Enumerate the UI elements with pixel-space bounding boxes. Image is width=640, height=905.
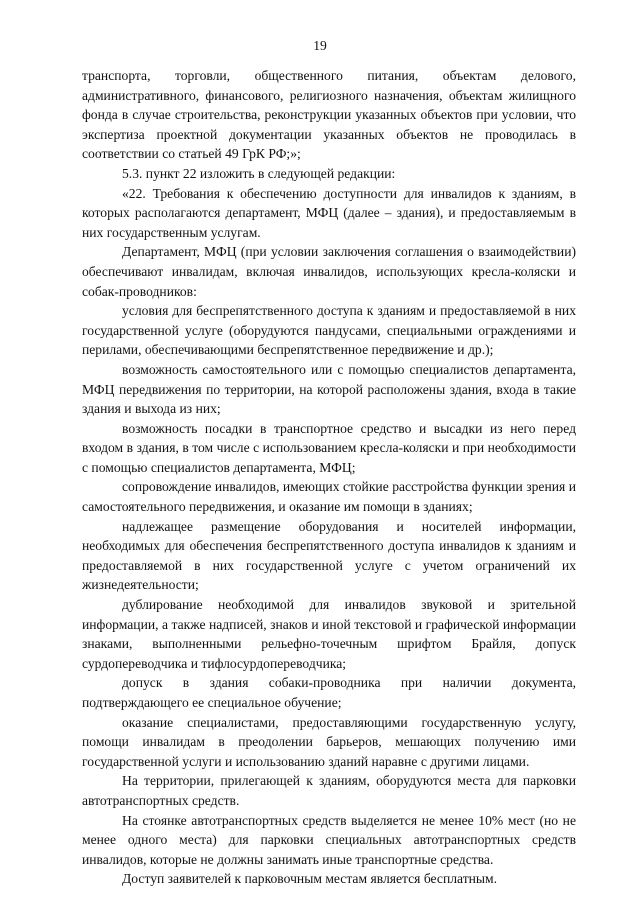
paragraph: надлежащее размещение оборудования и носителей информации, необходимых для обеспечения беспрепятственного доступа инвалидов к зданиям и предоставляемой в них государственной услуге с учетом ограничений их жизнедеятельности; — [82, 518, 576, 593]
paragraph: Доступ заявителей к парковочным местам является бесплатным. — [122, 871, 498, 887]
paragraph: транспорта, торговли, общественного питания, объектам делового, административного, финансового, религиозного назначения, объектам жилищного фонда в случае строительства, реконструкции указанных объектов при условии, что экспертиза проектной документации указанных объектов не проводилась в соответствии со статьей 49 ГрК РФ;»; — [82, 68, 576, 162]
paragraph: сопровождение инвалидов, имеющих стойкие расстройства функции зрения и самостоятельного передвижения, и оказание им помощи в зданиях; — [82, 479, 576, 515]
page-number: 19 — [313, 38, 327, 53]
paragraph: оказание специалистами, предоставляющими государственную услугу, помощи инвалидам в преодолении барьеров, мешающих получению ими государственной услуги и использованию зданий наравне с другими лицами. — [82, 714, 576, 769]
paragraph: 5.3. пункт 22 изложить в следующей редакции: — [122, 165, 396, 181]
paragraph: возможность посадки в транспортное средство и высадки из него перед входом в здания, в том числе с использованием кресла-коляски и при необходимости с помощью специалистов департамента, МФЦ; — [82, 420, 576, 475]
paragraph: дублирование необходимой для инвалидов звуковой и зрительной информации, а также надписей, знаков и иной текстовой и графической информации знаками, выполненными рельефно-точечным шрифтом Брайля, допуск сурдопереводчика и тифлосурдопереводчика; — [82, 597, 576, 671]
paragraph: допуск в здания собаки-проводника при наличии документа, подтверждающего ее специальное обучение; — [82, 675, 576, 710]
document-body — [82, 66, 576, 889]
paragraph: возможность самостоятельного или с помощью специалистов департамента, МФЦ передвижения по территории, на которой расположены здания, входа в такие здания и выхода из них; — [82, 361, 576, 417]
paragraph: На стоянке автотранспортных средств выделяется не менее 10% мест (но не менее одного места) для парковки специальных автотранспортных средств инвалидов, которые не должны занимать иные транспортные средства. — [82, 812, 576, 867]
paragraph: «22. Требования к обеспечению доступности для инвалидов к зданиям, в которых располагаются департамент, МФЦ (далее – здания), и предоставляемым в них государственным услугам. — [82, 185, 576, 240]
paragraph: условия для беспрепятственного доступа к зданиям и предоставляемой в них государственной услуге (оборудуются пандусами, специальными ограждениями и перилами, обеспечивающими беспрепятственное передвижение и др.); — [82, 303, 576, 358]
paragraph: На территории, прилегающей к зданиям, оборудуются места для парковки автотранспортных средств. — [82, 773, 576, 808]
paragraph: Департамент, МФЦ (при условии заключения соглашения о взаимодействии) обеспечивают инвалидам, включая инвалидов, использующих кресла-коляски и собак-проводников: — [82, 244, 576, 299]
